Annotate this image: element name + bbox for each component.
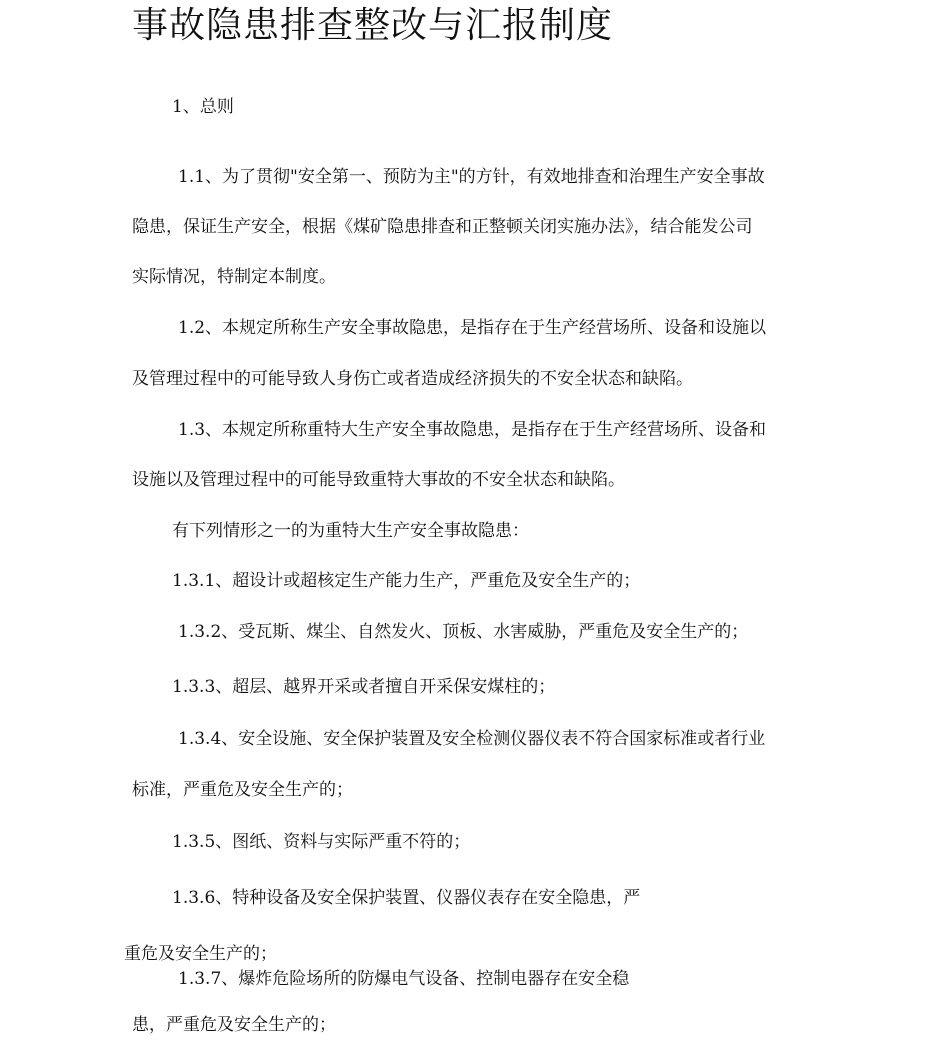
paragraph-line: 1.3、本规定所称重特大生产安全事故隐患，是指存在于生产经营场所、设备和 (178, 420, 767, 440)
paragraph-line: 1.3.4、安全设施、安全保护装置及安全检测仪器仪表不符合国家标准或者行业 (178, 729, 766, 749)
paragraph-line: 1.3.6、特种设备及安全保护装置、仪器仪表存在安全隐患，严 (172, 888, 641, 908)
list-item-1-3-5: 1.3.5、图纸、资料与实际严重不符的； (172, 832, 471, 852)
list-item-1-3-3: 1.3.3、超层、越界开采或者擅自开采保安煤柱的； (172, 677, 556, 697)
paragraph-line: 实际情况，特制定本制度。 (132, 267, 336, 287)
list-intro: 有下列情形之一的为重特大生产安全事故隐患： (172, 521, 529, 541)
paragraph-line: 隐患，保证生产安全，根据《煤矿隐患排查和正整顿关闭实施办法》，结合能发公司 (132, 217, 753, 237)
paragraph-line: 重危及安全生产的； (124, 944, 277, 964)
paragraph-line: 患，严重危及安全生产的； (132, 1015, 336, 1035)
paragraph-line: 及管理过程中的可能导致人身伤亡或者造成经济损失的不安全状态和缺陷。 (132, 369, 693, 389)
section-heading: 1、总则 (172, 97, 234, 117)
paragraph-line: 标准，严重危及安全生产的； (132, 780, 353, 800)
paragraph-line: 设施以及管理过程中的可能导致重特大事故的不安全状态和缺陷。 (132, 470, 625, 490)
paragraph-line: 1.2、本规定所称生产安全事故隐患，是指存在于生产经营场所、设备和设施以 (178, 318, 767, 338)
list-item-1-3-2: 1.3.2、受瓦斯、煤尘、自然发火、顶板、水害威胁，严重危及安全生产的； (178, 622, 749, 642)
paragraph-line: 1.3.7、爆炸危险场所的防爆电气设备、控制电器存在安全稳 (178, 969, 630, 989)
list-item-1-3-1: 1.3.1、超设计或超核定生产能力生产，严重危及安全生产的； (172, 571, 641, 591)
document-title: 事故隐患排查整改与汇报制度 (132, 5, 614, 46)
paragraph-line: 1.1、为了贯彻"安全第一、预防为主"的方针，有效地排查和治理生产安全事故 (178, 167, 765, 187)
